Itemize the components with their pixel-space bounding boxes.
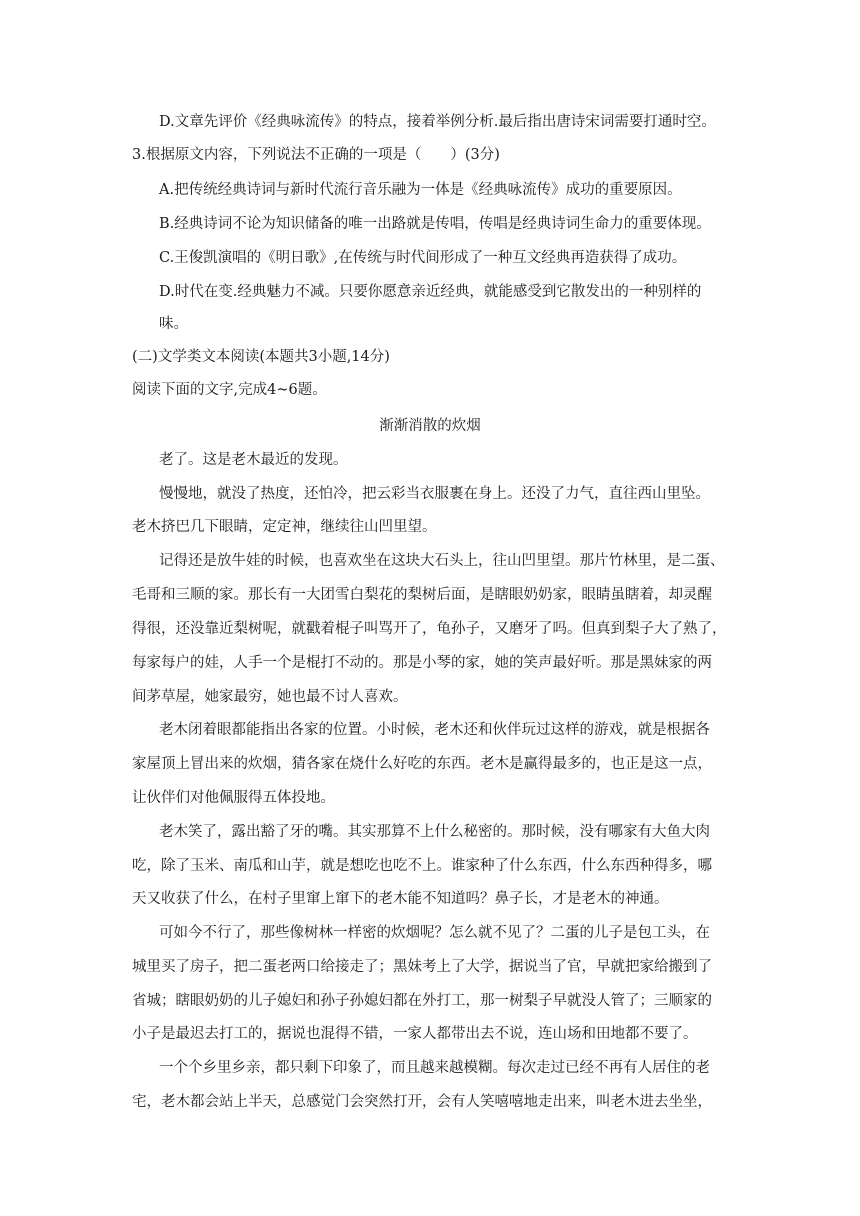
story-paragraph-line: 城里买了房子，把二蛋老两口给接走了；黑妹考上了大学，据说当了官，早就把家给搬到了	[132, 959, 712, 975]
story-paragraph-line: 每家每户的娃，人手一个是棍打不动的。那是小琴的家，她的笑声最好听。那是黑妹家的两	[132, 655, 712, 671]
story-paragraph-line: 毛哥和三顺的家。那长有一大团雪白梨花的梨树后面，是瞎眼奶奶家，眼睛虽瞎着，却灵醒	[132, 587, 712, 603]
story-paragraph-line: 让伙伴们对他佩服得五体投地。	[132, 790, 335, 806]
story-paragraph-line: 得很，还没靠近梨树呢，就戳着棍子叫骂开了，龟孙子，又磨牙了吗。但真到梨子大了熟了，	[132, 621, 727, 637]
section-heading: (二)文学类文本阅读(本题共3小题,14分)	[132, 349, 390, 365]
q3-option-d-line1: D.时代在变.经典魅力不减。只要你愿意亲近经典，就能感受到它散发出的一种别样的	[159, 284, 702, 300]
q2-option-d: D.文章先评价《经典咏流传》的特点，接着举例分析.最后指出唐诗宋词需要打通时空。	[159, 114, 716, 130]
story-paragraph-line: 天又收获了什么，在村子里窜上窜下的老木能不知道吗？鼻子长，才是老木的神通。	[132, 891, 669, 907]
story-paragraph: 可如今不行了，那些像树林一样密的炊烟呢？怎么就不见了？二蛋的儿子是包工头，在	[159, 925, 710, 941]
story-paragraph-line: 省城；瞎眼奶奶的儿子媳妇和孙子孙媳妇都在外打工，那一树梨子早就没人管了；三顺家的	[132, 993, 712, 1009]
story-paragraph-line: 间茅草屋，她家最穷，她也最不讨人喜欢。	[132, 689, 408, 705]
q3-option-c: C.王俊凯演唱的《明日歌》,在传统与时代间形成了一种互文经典再造获得了成功。	[159, 250, 687, 266]
q3-stem: 3.根据原文内容，下列说法不正确的一项是（ ）(3分)	[132, 147, 500, 163]
story-paragraph: 慢慢地，就没了热度，还怕冷，把云彩当衣服裹在身上。还没了力气，直往西山里坠。	[159, 486, 710, 502]
story-paragraph-line: 家屋顶上冒出来的炊烟，猜各家在烧什么好吃的东西。老木是赢得最多的，也正是这一点，	[132, 756, 712, 772]
q3-option-d-line2: 味。	[159, 316, 188, 332]
story-paragraph: 一个个乡里乡亲，都只剩下印象了，而且越来越模糊。每次走过已经不再有人居住的老	[159, 1060, 710, 1076]
q3-option-b: B.经典诗词不论为知识储备的唯一出路就是传唱，传唱是经典诗词生命力的重要体现。	[159, 216, 711, 232]
story-paragraph-line: 小子是最迟去打工的，据说也混得不错，一家人都带出去不说，连山场和田地都不要了。	[132, 1026, 698, 1042]
story-paragraph: 记得还是放牛娃的时候，也喜欢坐在这块大石头上，往山凹里望。那片竹林里，是二蛋、	[159, 553, 725, 569]
story-paragraph-line: 宅，老木都会站上半天，总感觉门会突然打开，会有人笑嘻嘻地走出来，叫老木进去坐坐，	[132, 1094, 712, 1110]
story-paragraph-line: 吃，除了玉米、南瓜和山芋，就是想吃也吃不上。谁家种了什么东西，什么东西种得多，哪	[132, 858, 712, 874]
story-paragraph: 老木闭着眼都能指出各家的位置。小时候，老木还和伙伴玩过这样的游戏，就是根据各	[159, 722, 710, 738]
story-title: 渐渐消散的炊烟	[379, 418, 481, 434]
story-paragraph: 老了。这是老木最近的发现。	[159, 452, 348, 468]
story-paragraph: 老木笑了，露出豁了牙的嘴。其实那算不上什么秘密的。那时候，没有哪家有大鱼大肉	[159, 824, 710, 840]
q3-option-a: A.把传统经典诗词与新时代流行音乐融为一体是《经典咏流传》成功的重要原因。	[159, 182, 682, 198]
story-paragraph-line: 老木挤巴几下眼睛，定定神，继续往山凹里望。	[132, 519, 437, 535]
section-instruction: 阅读下面的文字,完成4~6题。	[132, 382, 327, 398]
